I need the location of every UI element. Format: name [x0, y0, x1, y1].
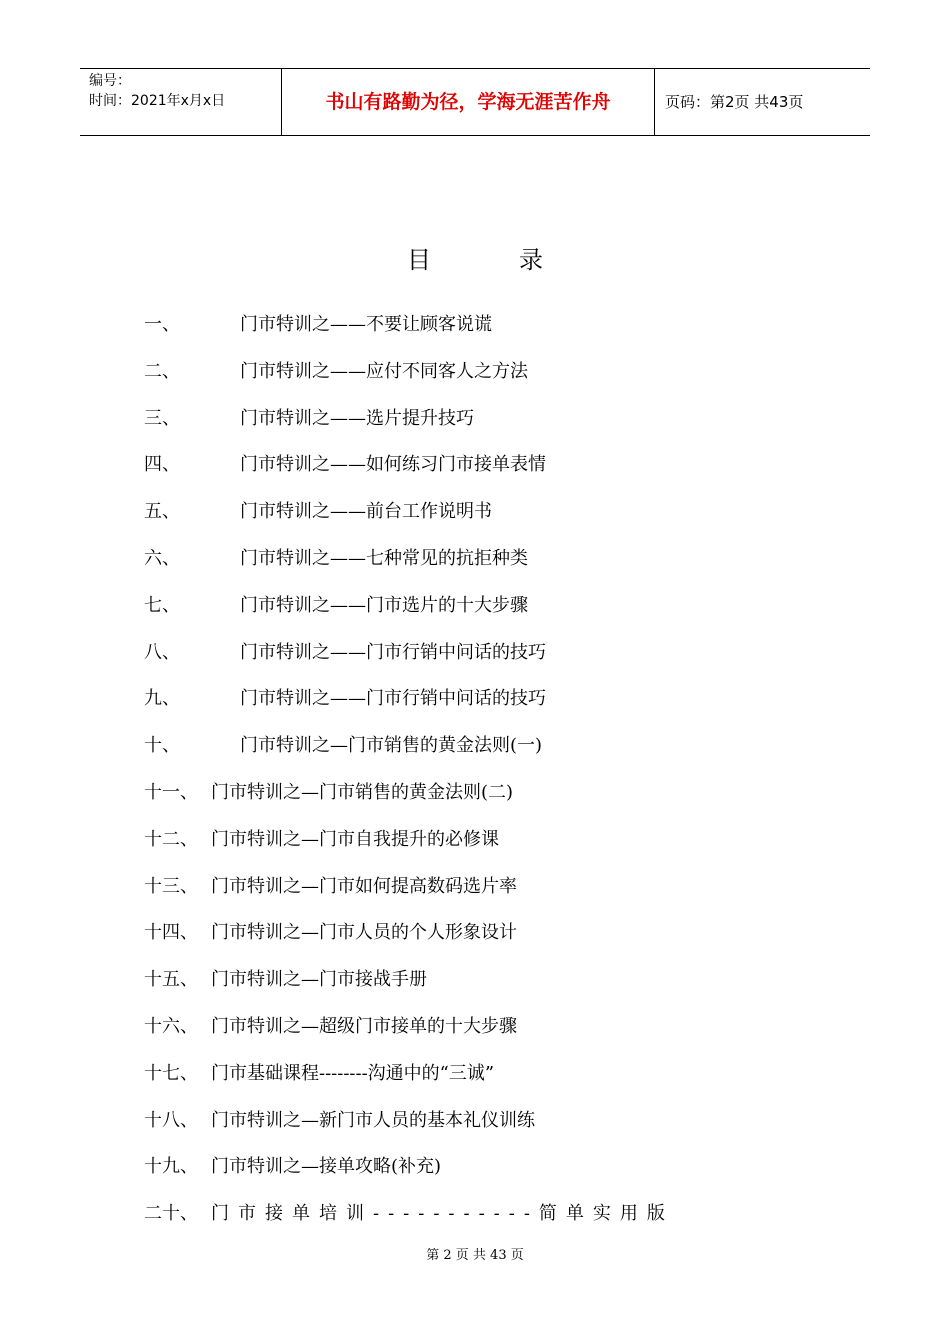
toc-item-title: 门市基础课程--------沟通中的“三诚” [211, 1063, 495, 1084]
toc-item-title: 门市特训之—门市人员的个人形象设计 [211, 922, 517, 943]
toc-item-title: 门市特训之——七种常见的抗拒种类 [240, 548, 528, 569]
toc-item-title: 门市特训之——前台工作说明书 [240, 501, 492, 522]
toc-item-title: 门市特训之—门市销售的黄金法则(二) [211, 782, 514, 803]
toc-item-number: 十八、 [144, 1110, 198, 1131]
toc-item-title: 门市特训之——门市行销中问话的技巧 [240, 688, 546, 709]
toc-item-number: 四、 [144, 454, 180, 475]
toc-item-number: 十五、 [144, 969, 198, 990]
toc-item-number: 五、 [144, 501, 180, 522]
toc-item-number: 六、 [144, 548, 180, 569]
toc-item-number: 十一、 [144, 782, 198, 803]
toc-item-number: 十三、 [144, 876, 198, 897]
toc-title-char-2: 录 [519, 246, 543, 274]
toc-item-number: 七、 [144, 595, 180, 616]
toc-item-title: 门市特训之—门市自我提升的必修课 [211, 829, 499, 850]
date-line: 时间：2021年x月x日 [89, 93, 226, 109]
toc-title [0, 244, 950, 276]
toc-item-title: 门市特训之—新门市人员的基本礼仪训练 [211, 1110, 535, 1131]
serial-label: 编号： [89, 73, 131, 89]
toc-item-title: 门市特训之——不要让顾客说谎 [240, 314, 492, 335]
toc-item-number: 十七、 [144, 1063, 198, 1084]
header-meta [80, 69, 282, 135]
toc-item-title: 门市接单培训-----------简单实用版 [211, 1203, 674, 1224]
toc-item-number: 二十、 [144, 1203, 198, 1224]
header-motto: 书山有路勤为径，学海无涯苦作舟 [282, 69, 655, 135]
toc-item-title: 门市特训之—接单攻略(补充) [211, 1156, 442, 1177]
toc-item-title: 门市特训之——应付不同客人之方法 [240, 361, 528, 382]
toc-title-char-1: 目 [407, 246, 431, 274]
toc-item-title: 门市特训之——如何练习门市接单表情 [240, 454, 546, 475]
toc-item-number: 十四、 [144, 922, 198, 943]
toc-item-number: 八、 [144, 642, 180, 663]
toc-item-number: 十六、 [144, 1016, 198, 1037]
toc-item-title: 门市特训之—门市接战手册 [211, 969, 427, 990]
toc-item-title: 门市特训之—超级门市接单的十大步骤 [211, 1016, 517, 1037]
toc-item-title: 门市特训之——门市选片的十大步骤 [240, 595, 528, 616]
toc-item-number: 二、 [144, 361, 180, 382]
toc-item-title: 门市特训之—门市销售的黄金法则(一) [240, 735, 543, 756]
toc-item-number: 十二、 [144, 829, 198, 850]
toc-item-title: 门市特训之——门市行销中问话的技巧 [240, 642, 546, 663]
toc-item-title: 门市特训之——选片提升技巧 [240, 408, 474, 429]
header-page-info: 页码：第2页 共43页 [665, 93, 804, 111]
toc-item-number: 三、 [144, 408, 180, 429]
page-footer: 第 2 页 共 43 页 [426, 1248, 524, 1263]
toc-item-number: 一、 [144, 314, 180, 335]
toc-item-number: 十九、 [144, 1156, 198, 1177]
toc-item-title: 门市特训之—门市如何提高数码选片率 [211, 876, 517, 897]
toc-item-number: 九、 [144, 688, 180, 709]
page-header [80, 68, 870, 136]
toc-item-number: 十、 [144, 735, 180, 756]
